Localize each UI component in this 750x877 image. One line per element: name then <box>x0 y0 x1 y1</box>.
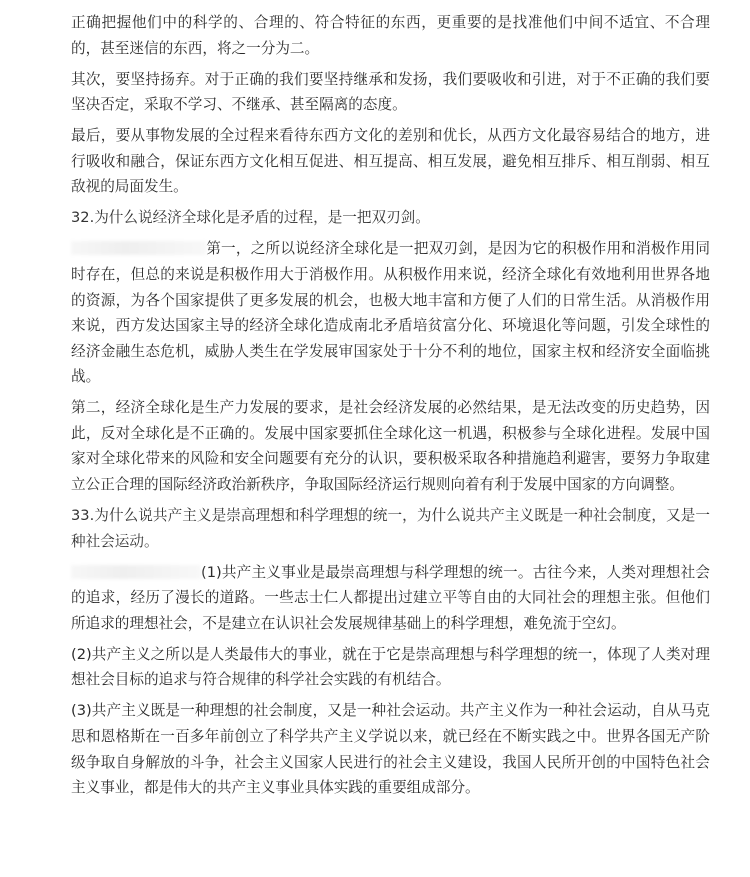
redacted-label <box>71 565 201 579</box>
question-33: 33.为什么说共产主义是崇高理想和科学理想的统一，为什么说共产主义既是一种社会制度，又是一种社会运动。 <box>71 507 710 550</box>
paragraph-1: 正确把握他们中的科学的、合理的、符合特征的东西，更重要的是找准他们中间不适宜、不合理的，甚至迷信的东西，将之一分为二。 <box>71 14 710 57</box>
paragraph-3: 最后，要从事物发展的全过程来看待东西方文化的差别和优长，从西方文化最容易结合的地方，进行吸收和融合，保证东西方文化相互促进、相互提高、相互发展，避免相互排斥、相互削弱、相互敌视的局面发生。 <box>71 127 710 196</box>
answer-33-part-3: (3)共产主义既是一种理想的社会制度，又是一种社会运动。共产主义作为一种社会运动，自从马克思和恩格斯在一百多年前创立了科学共产主义学说以来，就已经在不断实践之中。世界各国无产阶级争取自身解放的斗争，社会主义国家人民进行的社会主义建设，我国人民所开创的中国特色社会主义事业，都是伟大的共产主义事业具体实践的重要组成部分。 <box>71 702 710 797</box>
answer-33-part-1 <box>71 560 710 637</box>
question-32: 32.为什么说经济全球化是矛盾的过程，是一把双刃剑。 <box>71 209 430 227</box>
answer-32-part-1-text: 第一，之所以说经济全球化是一把双刃剑，是因为它的积极作用和消极作用同时存在，但总的来说是积极作用大于消极作用。从积极作用来说，经济全球化有效地利用世界各地的资源，为各个国家提供了更多发展的机会，也极大地丰富和方便了人们的日常生活。从消极作用来说，西方发达国家主导的经济全球化造成南北矛盾培贫富分化、环境退化等问题，引发全球性的经济金融生态危机，威胁人类生在学发展审国家处于十分不利的地位，国家主权和经济安全面临挑战。 <box>71 240 710 386</box>
answer-33-part-2: (2)共产主义之所以是人类最伟大的事业，就在于它是崇高理想与科学理想的统一，体现了人类对理想社会目标的追求与符合规律的科学社会实践的有机结合。 <box>71 645 710 689</box>
answer-32-part-2: 第二，经济全球化是生产力发展的要求，是社会经济发展的必然结果，是无法改变的历史趋势，因此，反对全球化是不正确的。发展中国家要抓住全球化这一机遇，积极参与全球化进程。发展中国家对全球化带来的风险和安全问题要有充分的认识，要积极采取各种措施趋利避害，要努力争取建立公正合理的国际经济政治新秩序，争取国际经济运行规则向着有利于发展中国家的方向调整。 <box>71 399 710 494</box>
redacted-label <box>71 241 206 255</box>
answer-32-part-1 <box>71 236 710 390</box>
answer-33-part-1-text: (1)共产主义事业是最崇高理想与科学理想的统一。古往今来，人类对理想社会的追求，经历了漫长的道路。一些志士仁人都提出过建立平等自由的大同社会的理想主张。但他们所追求的理想社会，不是建立在认识社会发展规律基础上的科学理想，难免流于空幻。 <box>71 563 710 632</box>
paragraph-2: 其次，要坚持扬弃。对于正确的我们要坚持继承和发扬，我们要吸收和引进，对于不正确的我们要坚决否定，采取不学习、不继承、甚至隔离的态度。 <box>71 70 710 114</box>
